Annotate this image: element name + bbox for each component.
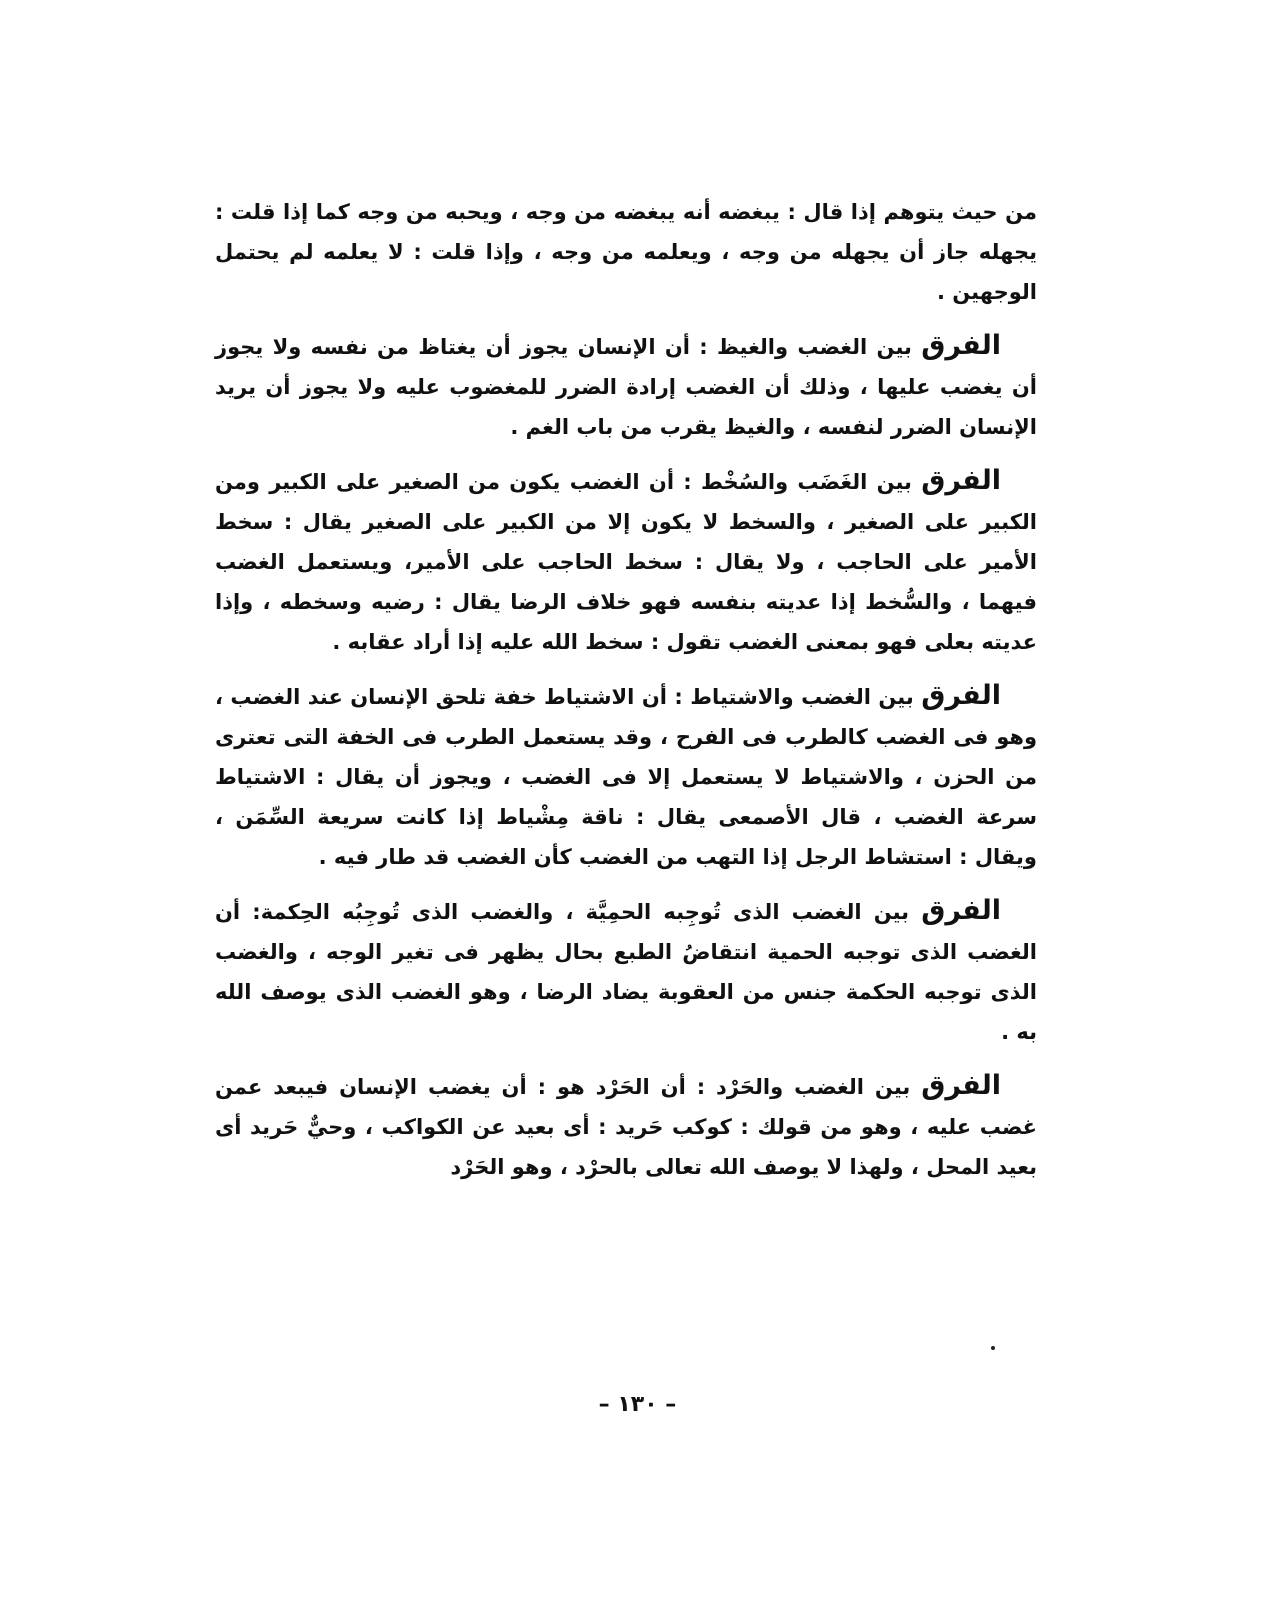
paragraph-anger-vs-displeasure	[215, 461, 1037, 662]
heading-word: الفرق	[921, 895, 1001, 926]
paragraph-body: من حيث يتوهم إذا قال : يبغضه أنه يبغضه من وجه ، ويحبه من وجه كما إذا قلت : يجهله جاز أن يجهله من وجه ، ويعلمه من وجه ، وإذا قلت : لا يعلمه لم يحتمل الوجهين .	[215, 200, 1037, 304]
heading-rest: بين الغضب والاشتياط :	[666, 685, 922, 709]
heading-rest: بين الغَضَب والسُخْط :	[674, 470, 922, 494]
paragraph-body: أن الحَرْد هو : أن يغضب الإنسان فيبعد عمن غضب عليه ، وهو من قولك : كوكب حَريد : أى بعيد عن الكواكب ، وحيٌّ حَريد أى بعيد المحل ، ولهذا لا يوصف الله تعالى بالحرْد ، وهو الحَرْد	[215, 1075, 1037, 1179]
section-heading	[240, 895, 1001, 926]
paragraph-anger-vs-hard	[215, 1066, 1037, 1187]
heading-word: الفرق	[921, 465, 1001, 496]
paragraph-anger-vs-rage	[215, 326, 1037, 447]
heading-rest: بين الغضب الذى تُوجِبه الحمِيَّة ، والغضب الذى تُوجِبُه الحِكمة:	[240, 900, 922, 924]
page-number: – ١٣٠ –	[598, 1392, 677, 1417]
paragraph-body: أن الغضب الذى توجبه الحمية انتقاضُ الطبع بحال يظهر فى تغير الوجه ، والغضب الذى توجبه الحكمة جنس من العقوبة يضاد الرضا ، وهو الغضب الذى يوصف الله به .	[215, 900, 1037, 1044]
section-heading	[685, 1070, 1001, 1101]
paragraph-body: أن الاشتياط خفة تلحق الإنسان عند الغضب ، وهو فى الغضب كالطرب فى الفرح ، وقد يستعمل الطرب فى الخفة التى تعترى من الحزن ، والاشتياط لا يستعمل إلا فى الغضب ، ويجوز أن يقال : الاشتياط سرعة الغضب ، قال الأصمعى يقال : ناقة مِشْياط إذا كانت سريعة السِّمَن ، ويقال : استشاط الرجل إذا التهب من الغضب كأن الغضب قد طار فيه .	[215, 685, 1037, 869]
heading-rest: بين الغضب والحَرْد :	[685, 1075, 922, 1099]
paragraph-continuation	[215, 192, 1037, 312]
heading-word: الفرق	[921, 330, 1002, 361]
paragraph-zeal-vs-wisdom-anger	[215, 891, 1037, 1052]
body-text	[215, 192, 1037, 1201]
paragraph-anger-vs-fury	[215, 676, 1037, 877]
section-heading	[666, 680, 1001, 711]
heading-word: الفرق	[921, 1070, 1001, 1101]
paragraph-body: أن الغضب يكون من الصغير على الكبير ومن الكبير على الصغير ، والسخط لا يكون إلا من الكبير على الصغير يقال : سخط الأمير على الحاجب ، ولا يقال : سخط الحاجب على الأمير، ويستعمل الغضب فيهما ، والسُّخط إذا عديته بنفسه فهو خلاف الرضا يقال : رضيه وسخطه ، وإذا عديته بعلى فهو بمعنى الغضب تقول : سخط الله عليه إذا أراد عقابه .	[215, 470, 1037, 654]
scan-speck	[991, 1346, 995, 1350]
heading-word: الفرق	[921, 680, 1001, 711]
paragraph-body: أن الإنسان يجوز أن يغتاظ من نفسه ولا يجوز أن يغضب عليها ، وذلك أن الغضب إرادة الضرر للمغضوب عليه ولا يجوز أن يريد الإنسان الضرر لنفسه ، والغيظ يقرب من باب الغم .	[215, 335, 1037, 439]
section-heading	[689, 330, 1002, 361]
heading-rest: بين الغضب والغيظ :	[689, 335, 922, 359]
section-heading	[674, 465, 1001, 496]
